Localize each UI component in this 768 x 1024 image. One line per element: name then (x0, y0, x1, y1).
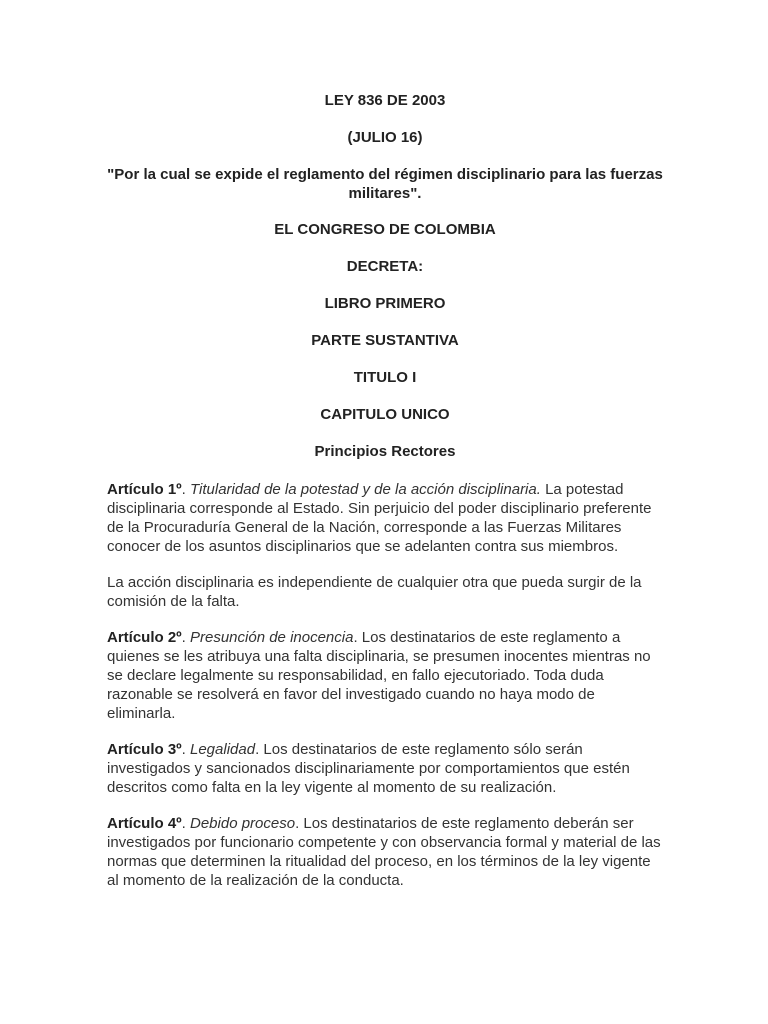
issuer: EL CONGRESO DE COLOMBIA (274, 221, 496, 238)
article-3-label: Artículo 3º (107, 741, 182, 758)
article-3: Artículo 3º. Legalidad. Los destinatarios de este reglamento sólo serán investigados y sancionados disciplinariamente por comportamientos que estén descritos como falta en la ley vigente al momento de su realización. (107, 741, 630, 796)
article-1-paragraph-2: La acción disciplinaria es independiente de cualquier otra que pueda surgir de la comisión de la falta. (107, 574, 642, 610)
article-1-heading: Titularidad de la potestad y de la acción disciplinaria. (190, 481, 541, 498)
article-4-heading: Debido proceso (190, 815, 296, 832)
article-2-heading: Presunción de inocencia (190, 629, 354, 646)
article-2: Artículo 2º. Presunción de inocencia. Los destinatarios de este reglamento a quienes se les atribuya una falta disciplinaria, se presumen inocentes mientras no se declare legalmente su responsabilidad, en fallo ejecutoriado. Toda duda razonable se resolverá en favor del investigado cuando no haya modo de eliminarla. (107, 629, 651, 722)
article-4: Artículo 4º. Debido proceso. Los destinatarios de este reglamento deberán ser investigados por funcionario competente y con observancia formal y material de las normas que determinen la ritualidad del proceso, en los términos de la ley vigente al momento de la realización de la conducta. (107, 815, 661, 889)
article-4-label: Artículo 4º (107, 815, 182, 832)
title-heading: TITULO I (353, 369, 417, 386)
article-2-label: Artículo 2º (107, 629, 182, 646)
law-subtitle: "Por la cual se expide el reglamento del régimen disciplinario para las fuerzas militares". (107, 166, 663, 202)
law-date: (JULIO 16) (347, 129, 423, 146)
section-heading: Principios Rectores (314, 443, 456, 460)
document-page (107, 91, 663, 907)
article-1-label: Artículo 1º (107, 481, 182, 498)
part-heading: PARTE SUSTANTIVA (311, 332, 459, 349)
article-2-body: . Los destinatarios de este reglamento a quienes se les atribuya una falta disciplinaria, se presumen inocentes mientras no se declare legalmente su responsabilidad, en fallo ejecutoriado. Toda duda razonable se resolverá en favor del investigado cuando no haya modo de eliminarla. (107, 629, 651, 722)
law-title: LEY 836 DE 2003 (324, 92, 446, 109)
decree: DECRETA: (346, 258, 424, 275)
chapter-heading: CAPITULO UNICO (320, 406, 450, 423)
article-1: Artículo 1º. Titularidad de la potestad y de la acción disciplinaria. La potestad disciplinaria corresponde al Estado. Sin perjuicio del poder disciplinario preferente de la Procuraduría General de la Nación, corresponde a las Fuerzas Militares conocer de los asuntos disciplinarios que se adelanten contra sus miembros. (107, 481, 652, 555)
article-4-body: . Los destinatarios de este reglamento deberán ser investigados por funcionario competente y con observancia formal y material de las normas que determinen la ritualidad del proceso, en los términos de la ley vigente al momento de la realización de la conducta. (107, 815, 661, 889)
article-1-body: La potestad disciplinaria corresponde al Estado. Sin perjuicio del poder disciplinario preferente de la Procuraduría General de la Nación, corresponde a las Fuerzas Militares conocer de los asuntos disciplinarios que se adelanten contra sus miembros. (107, 481, 652, 555)
article-3-heading: Legalidad (190, 741, 256, 758)
article-3-body: . Los destinatarios de este reglamento sólo serán investigados y sancionados disciplinariamente por comportamientos que estén descritos como falta en la ley vigente al momento de su realización. (107, 741, 630, 796)
book-heading: LIBRO PRIMERO (324, 295, 446, 312)
